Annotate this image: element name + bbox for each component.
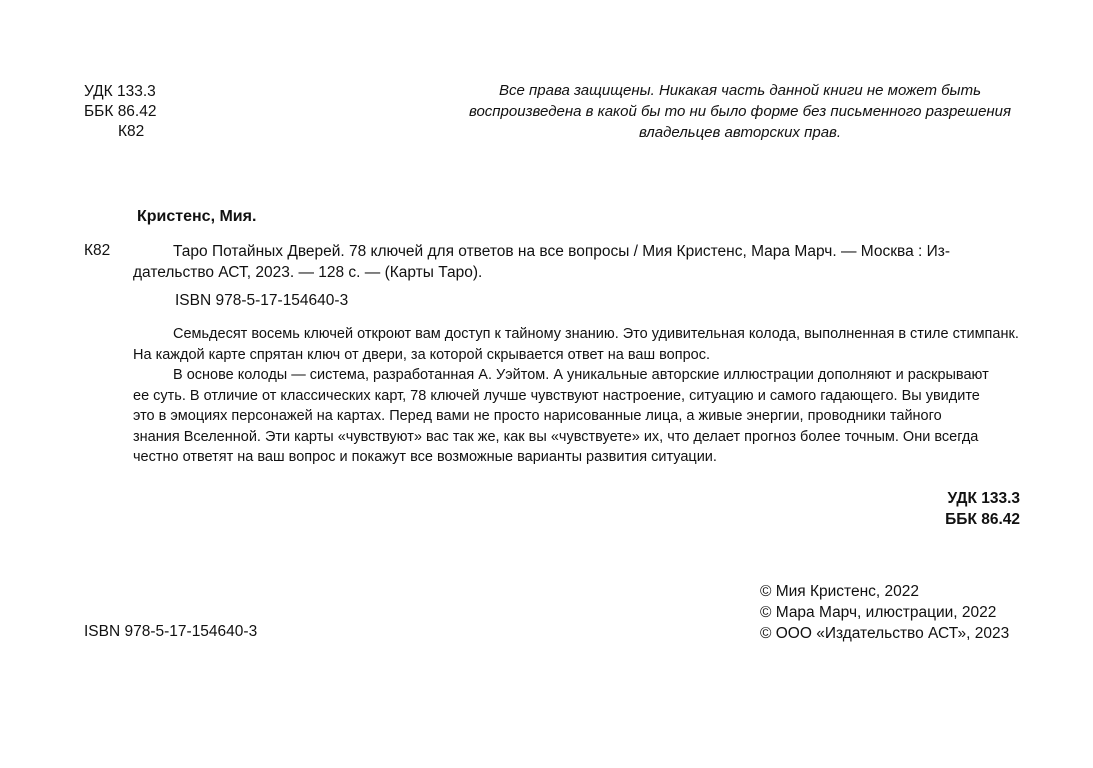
udk-footer [870,488,1020,530]
bib-line: Таро Потайных Дверей. 78 ключей для ответов на все вопросы / Мия Кристенс, Мара Марч. — Москва : Из- [173,243,951,260]
annotation-line: В основе колоды — система, разработанная А. Уэйтом. А уникальные авторские иллюстрации дополняют и раскрывают [173,367,989,383]
annotation [133,324,1020,468]
classification-block [84,82,156,142]
annotation-line: Семьдесят восемь ключей откроют вам доступ к тайному знанию. Это удивительная колода, выполненная в стиле стимпанк. [173,326,1019,342]
copyright-line: © ООО «Издательство АСТ», 2023 [760,625,1010,642]
bbk-row [84,102,156,122]
udk-row [84,82,156,102]
udk-value: 133.3 [117,83,156,100]
udk-footer-udk: УДК 133.3 [947,490,1020,507]
udk-label: УДК [84,83,113,100]
udk-footer-bbk: ББК 86.42 [945,511,1020,528]
bib-isbn: ISBN 978-5-17-154640-3 [175,292,349,309]
rights-line: Все права защищены. Никакая часть данной книги не может быть [499,82,981,99]
isbn-bottom: ISBN 978-5-17-154640-3 [84,623,258,640]
annotation-line: честно ответят на ваш вопрос и покажут все возможные варианты развития ситуации. [133,449,717,465]
annotation-line: ее суть. В отличие от классических карт, 78 ключей лучше чувствуют настроение, ситуацию и самого гадающего. Вы увидите [133,387,980,404]
copyright-line: © Мия Кристенс, 2022 [760,583,920,600]
rights-line: владельцев авторских прав. [638,124,842,141]
author-heading: Кристенс, Мия. [137,208,257,225]
copyright-block [760,581,1009,644]
bib-author-mark: К82 [84,242,111,259]
bbk-label: ББК [84,103,114,120]
bib-line: дательство АСТ, 2023. — 128 с. — (Карты Таро). [133,264,483,281]
annotation-line: знания Вселенной. Эти карты «чувствуют» вас так же, как вы «чувствуете» их, что делает прогноз более точным. Они всегда [133,428,979,445]
rights-line: воспроизведена в какой бы то ни было форме без письменного разрешения [468,103,1012,120]
annotation-line: На каждой карте спрятан ключ от двери, за которой скрывается ответ на ваш вопрос. [133,346,711,363]
rights-notice [440,80,1040,143]
annotation-line: это в эмоциях персонажей на картах. Перед вами не просто нарисованные лица, а живые энергии, проводники тайного [133,408,942,424]
bbk-value: 86.42 [117,103,157,120]
copyright-line: © Мара Марч, илюстрации, 2022 [760,604,997,621]
author-mark: К82 [118,123,145,140]
bibliographic-description [133,241,1020,283]
